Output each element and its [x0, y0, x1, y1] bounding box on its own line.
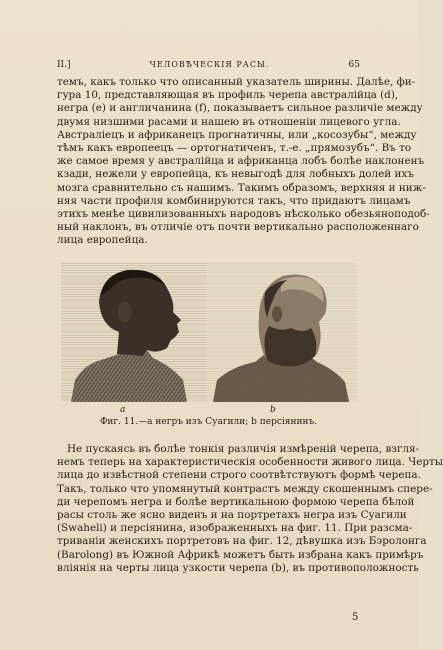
text-line: тѣмъ какъ европеецъ — ортогнатиченъ, т.-е. „прямозубъ“. Въ то [57, 142, 412, 155]
text-line: же самое время у австралійца и африканца лобъ болѣе наклоненъ [57, 155, 425, 168]
text-line: вліянія на черты лица узкости черепа (b), въ противоположность [57, 561, 419, 574]
text-line: лица европейца. [57, 234, 148, 247]
text-line: мозга сравнительно съ нашимъ. Такимъ образомъ, верхняя и ниж- [57, 181, 426, 194]
text-line: Такъ, только что упомянутый контрастъ между скошеннымъ спере- [57, 482, 433, 495]
engraving-swahili-man [61, 262, 207, 402]
text-line: (Swaheli) и персіянина, изображенныхъ на фиг. 11. При разсма- [57, 522, 413, 535]
paragraph-2 [57, 443, 443, 575]
engraving-persian-man [207, 262, 357, 402]
text-line: ди черепомъ негра и болѣе вертикальною формою черепа бѣлой [57, 495, 415, 508]
text-line: триваніи женскихъ портретовъ на фиг. 12, дѣвушка изъ Бэролонга [57, 535, 427, 548]
text-line: этихъ менѣе цивилизованныхъ народовъ нѣсколько обезьяноподоб- [57, 208, 430, 221]
figure-label-a: a [120, 405, 126, 415]
text-line: двумя низшими расами и нашею въ отношеніи лицевого угла. [57, 115, 401, 128]
text-line: темъ, какъ только что описанный указатель ширины. Далѣе, фи- [57, 76, 416, 88]
paragraph-1 [57, 76, 430, 248]
text-line: немъ теперь на характеристическія особенности живого лица. Черты [57, 456, 443, 469]
text-line: негра (e) и англичанина (f), показываетъ сильное различіе между [57, 102, 423, 115]
page-number: 65 [348, 60, 360, 70]
figure-11 [57, 262, 360, 412]
text-line: лица до извѣстной степени строго соотвѣтствуютъ формѣ черепа. [57, 469, 421, 482]
figure-caption: Фиг. 11.—a негръ изъ Суагили; b персіянинъ. [99, 417, 318, 427]
text-line: Австраліецъ и африканецъ прогнатичны, или „косозубы“, между [57, 128, 417, 141]
running-title: ЧЕЛОВѢЧЕСКІЯ РАСЫ. [149, 60, 270, 69]
signature-mark: 5 [352, 612, 359, 623]
text-line: ный наклонъ, въ отличіе отъ почти вертикально расположеннаго [57, 221, 419, 234]
text-line: (Barolong) въ Южной Африкѣ можетъ быть избрана какъ примѣръ [57, 548, 424, 561]
text-line: расы столь же ясно виденъ и на портретахъ негра изъ Суагили [57, 509, 407, 522]
text-line: кзади, нежели у европейца, къ невыгодѣ для лобныхъ долей ихъ [57, 168, 414, 181]
text-line: няя части профиля комбинируются такъ, что придаютъ лицамъ [57, 194, 411, 207]
text-line: гура 10, представляющая въ профиль черепа австралійца (d), [57, 89, 399, 102]
running-head [57, 60, 360, 72]
section-marker: II.] [57, 60, 71, 70]
figure-label-b: b [270, 405, 276, 415]
text-line: Не пускаясь въ болѣе тонкія различія измѣреній черепа, взгля- [67, 443, 420, 455]
